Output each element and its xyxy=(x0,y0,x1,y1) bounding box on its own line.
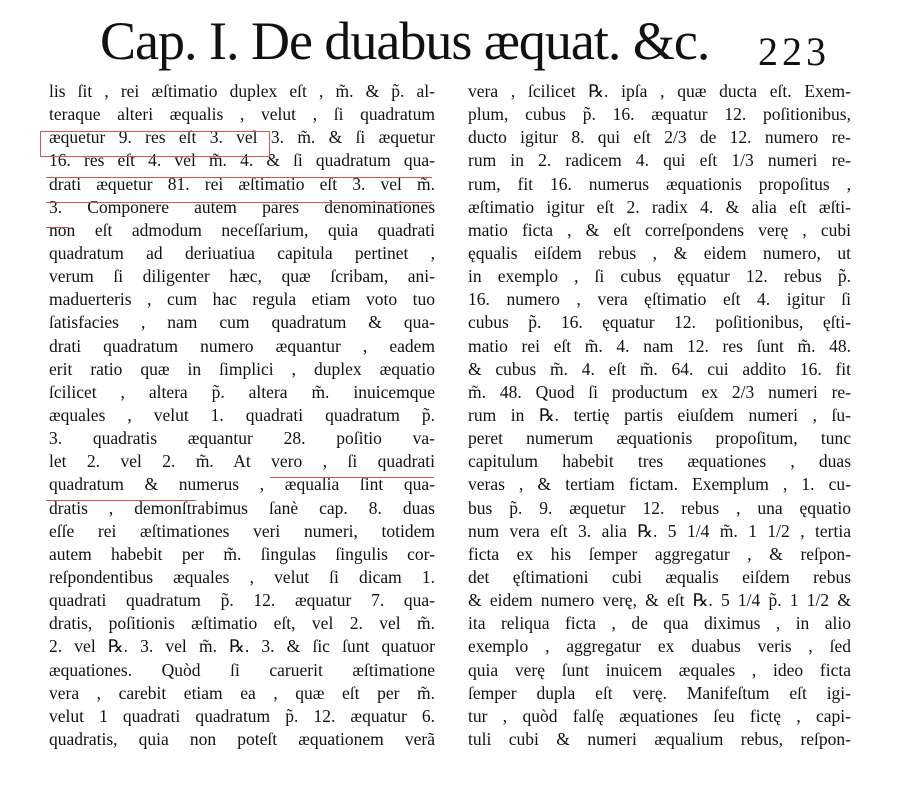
text-line: cubus p̃. 16. ęquatur 12. poſitionibus, ęſti- xyxy=(468,312,851,333)
text-line: vera , ſcilicet ℞. ipſa , quæ ducta eſt. Exem- xyxy=(468,81,851,101)
text-line: quadratis, quia non poteſt æquationem verã xyxy=(49,728,435,749)
text-line: peret numerum æquationis propoſitum, tunc xyxy=(468,428,851,449)
text-line: ficta ex his ſemper aggregatur , & reſpon- xyxy=(468,543,851,564)
chapter-title: Cap. I. De duabus æquat. &c. xyxy=(100,11,710,71)
annotation-underline xyxy=(46,202,432,203)
text-line: 3. quadratis æquantur 28. poſitio va- xyxy=(49,428,435,449)
text-line: eſſe rei æſtimationes veri numeri, totidem xyxy=(49,520,435,541)
text-line: dratis, poſitionis æſtimatio eſt, vel 2. vel m̃. xyxy=(49,613,435,634)
page-header xyxy=(100,10,900,80)
text-line: vera , carebit etiam ea , quæ eſt per m̃. xyxy=(49,682,435,703)
text-line: ſemper dupla eſt verę. Manifeſtum eſt igi- xyxy=(468,682,851,703)
text-line: veras , & tertiam fictam. Exemplum , 1. cu- xyxy=(468,474,851,495)
text-line: drati quadratum numero æquantur , eadem xyxy=(49,335,435,356)
text-line: maduerteris , cum hac regula etiam voto tuo xyxy=(49,289,435,310)
text-line: 16. numero , vera ęſtimatio eſt 4. igitur ſi xyxy=(468,289,851,310)
text-line: quadrati quadratum p̃. 12. æquatur 7. qua- xyxy=(49,590,435,611)
text-line: num vera eſt 3. alia ℞. 5 1/4 m̃. 1 1/2 , tertia xyxy=(468,520,851,541)
text-line: & eidem numero verę, & eſt ℞. 5 1/4 p̃. 1 1/2 & xyxy=(468,590,851,611)
annotation-underline xyxy=(46,177,432,178)
text-line: rum in 2. radicem 4. qui eſt 1/3 numeri re- xyxy=(468,150,851,171)
text-line: ita reliqua ficta , de qua diximus , in alio xyxy=(468,613,851,634)
text-line: teraque alteri æqualis , velut , ſi quadratum xyxy=(49,104,435,125)
text-line: velut 1 quadrati quadratum p̃. 12. æquatur 6. xyxy=(49,705,435,726)
text-line: tur , quòd falſę æquationes ſeu fictę , capi- xyxy=(468,705,851,726)
text-line: m̃. 48. Quod ſi productum ex 2/3 numeri re- xyxy=(468,381,851,402)
text-line: in exemplo , ſi cubus ęquatur 12. rebus p̃. xyxy=(468,266,851,287)
page-number: 223 xyxy=(758,29,830,74)
text-line: quadratum & numerus , æqualia ſint qua- xyxy=(49,474,435,495)
text-line: & cubus m̃. 4. eſt m̃. 64. cui addito 16. fit xyxy=(468,358,851,379)
annotation-underline xyxy=(270,477,434,478)
text-line: let 2. vel 2. m̃. At vero , ſi quadrati xyxy=(49,451,435,472)
text-line: 2. vel ℞. 3. vel m̃. ℞. 3. & ſic ſunt quatuor xyxy=(49,636,435,657)
text-line: 16. res eſt 4. vel m̃. 4. & ſi quadratum qua- xyxy=(49,150,435,171)
text-line: erit ratio quæ in ſimplici , duplex æquatio xyxy=(49,358,435,379)
text-line: bus p̃. 9. æquetur 12. rebus , una ęquatio xyxy=(468,497,851,518)
text-line: autem habebit per m̃. ſingulas ſingulis cor- xyxy=(49,543,435,564)
right-text-column xyxy=(468,80,851,751)
annotation-box xyxy=(40,131,270,157)
text-line: matio ficta , & eſt correſpondens verę , cubi xyxy=(468,219,851,240)
text-line: ſcilicet , altera p̃. altera m̃. inuicemque xyxy=(49,381,435,402)
text-line: æſtimatio igitur eſt 2. radix 4. & alia eſt æſti- xyxy=(468,196,851,217)
text-line: reſpondentibus æquales , velut ſi dicam 1. xyxy=(49,566,435,587)
text-line: non eſt admodum neceſſarium, quia quadrati xyxy=(49,219,435,240)
text-line: capitulum habebit tres æquationes , duas xyxy=(468,451,851,472)
text-line: plum, cubus p̃. 16. æquatur 12. poſitionibus, xyxy=(468,104,851,125)
text-line: quia verę ſunt inuicem æquales , ideo ficta xyxy=(468,659,851,680)
text-line: dratis , demonſtrabimus ſanè cap. 8. duas xyxy=(49,497,435,518)
text-line: tuli cubi & numeri æqualium rebus, reſpon- xyxy=(468,728,851,749)
text-line: ęqualis eiſdem rebus , & eidem numero, ut xyxy=(468,242,851,263)
text-line: ſatisfacies , nam cum quadratum & qua- xyxy=(49,312,435,333)
text-line: æquetur 9. res eſt 3. vel 3. m̃. & ſi æquetur xyxy=(49,127,435,148)
text-line: rum in ℞. tertię partis eiuſdem numeri , ſu- xyxy=(468,404,851,425)
text-line: verum ſi diligenter hæc, quæ ſcribam, ani- xyxy=(49,266,435,287)
annotation-underline xyxy=(46,500,196,501)
text-line: 3. Componere autem pares denominationes xyxy=(49,196,435,217)
text-line: drati æquetur 81. rei æſtimatio eſt 3. vel m̃. xyxy=(49,173,435,194)
text-line: ducto igitur 8. qui eſt 2/3 de 12. numero re- xyxy=(468,127,851,148)
text-line: exemplo , aggregatur ex duabus veris , ſed xyxy=(468,636,851,657)
text-line: matio rei eſt m̃. 4. nam 12. res ſunt m̃. 48. xyxy=(468,335,851,356)
text-line: quadratum ad deriuatiua capitula pertinet , xyxy=(49,242,435,263)
left-text-column xyxy=(49,80,435,751)
text-line: lis ſit , rei æſtimatio duplex eſt , m̃. & p̃. al- xyxy=(49,81,435,101)
text-line: det ęſtimationi cubi æqualis eiſdem rebus xyxy=(468,566,851,587)
text-line: æquales , velut 1. quadrati quadratum p̃. xyxy=(49,404,435,425)
text-line: rum, fit 16. numerus æquationis propoſitus , xyxy=(468,173,851,194)
text-line: æquationes. Quòd ſi caruerit æſtimatione xyxy=(49,659,435,680)
annotation-underline xyxy=(46,227,68,228)
